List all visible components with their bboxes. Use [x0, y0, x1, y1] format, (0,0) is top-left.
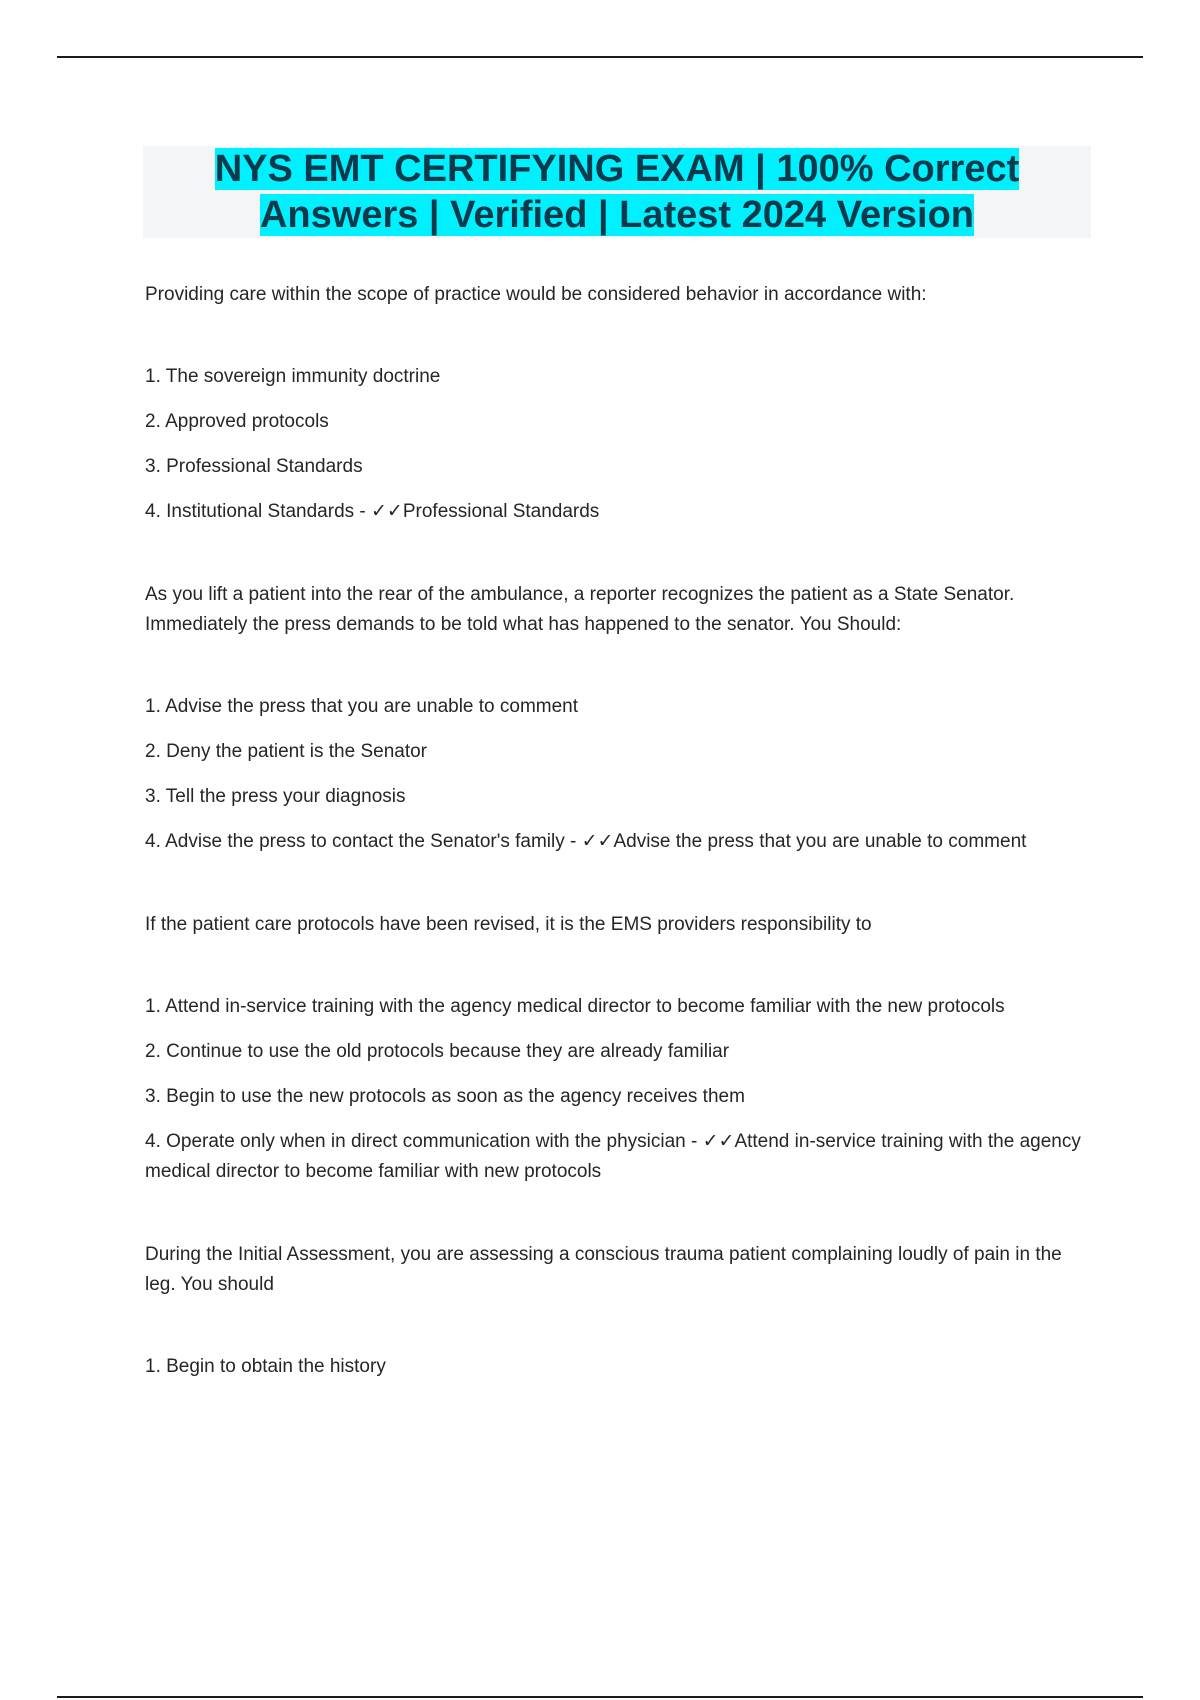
answer-option: 2. Deny the patient is the Senator — [145, 741, 428, 762]
answer-option: 2. Approved protocols — [145, 411, 329, 432]
question-block — [145, 280, 1095, 527]
answer-option: 3. Tell the press your diagnosis — [145, 786, 406, 807]
question-prompt: As you lift a patient into the rear of the ambulance, a reporter recognizes the patient as a State Senator. Immediately the press demands to be told what has happened to the senator. You Should: — [145, 584, 1015, 635]
answer-option: 3. Begin to use the new protocols as soon as the agency receives them — [145, 1086, 745, 1107]
answer-option-with-correct-answer: 4. Advise the press to contact the Senator's family - ✓✓Advise the press that you are unable to comment — [145, 831, 1027, 852]
title-banner — [143, 146, 1091, 238]
question-prompt: Providing care within the scope of practice would be considered behavior in accordance with: — [145, 284, 927, 305]
answer-option-with-correct-answer: 4. Operate only when in direct communication with the physician - ✓✓Attend in-service training with the agency medical director to become familiar with new protocols — [145, 1131, 1081, 1182]
document-title: NYS EMT CERTIFYING EXAM | 100% Correct Answers | Verified | Latest 2024 Version — [214, 148, 1020, 236]
bottom-rule — [57, 1696, 1143, 1698]
answer-option: 1. The sovereign immunity doctrine — [145, 366, 441, 387]
answer-option: 1. Advise the press that you are unable to comment — [145, 696, 579, 717]
answer-option-with-correct-answer: 4. Institutional Standards - ✓✓Professional Standards — [145, 501, 600, 522]
answer-option: 1. Begin to obtain the history — [145, 1356, 386, 1377]
question-block — [145, 1240, 1095, 1382]
answer-options — [145, 1352, 1095, 1382]
question-list — [145, 280, 1095, 1397]
question-prompt: During the Initial Assessment, you are assessing a conscious trauma patient complaining loudly of pain in the leg. You should — [145, 1244, 1062, 1295]
answer-options — [145, 362, 1095, 527]
answer-option: 3. Professional Standards — [145, 456, 363, 477]
top-rule — [57, 56, 1143, 58]
question-prompt: If the patient care protocols have been revised, it is the EMS providers responsibility to — [145, 914, 872, 935]
answer-option: 1. Attend in-service training with the agency medical director to become familiar with the new protocols — [145, 996, 1005, 1017]
answer-options — [145, 992, 1095, 1187]
answer-option: 2. Continue to use the old protocols because they are already familiar — [145, 1041, 730, 1062]
question-block — [145, 910, 1095, 1187]
question-block — [145, 580, 1095, 857]
answer-options — [145, 692, 1095, 857]
